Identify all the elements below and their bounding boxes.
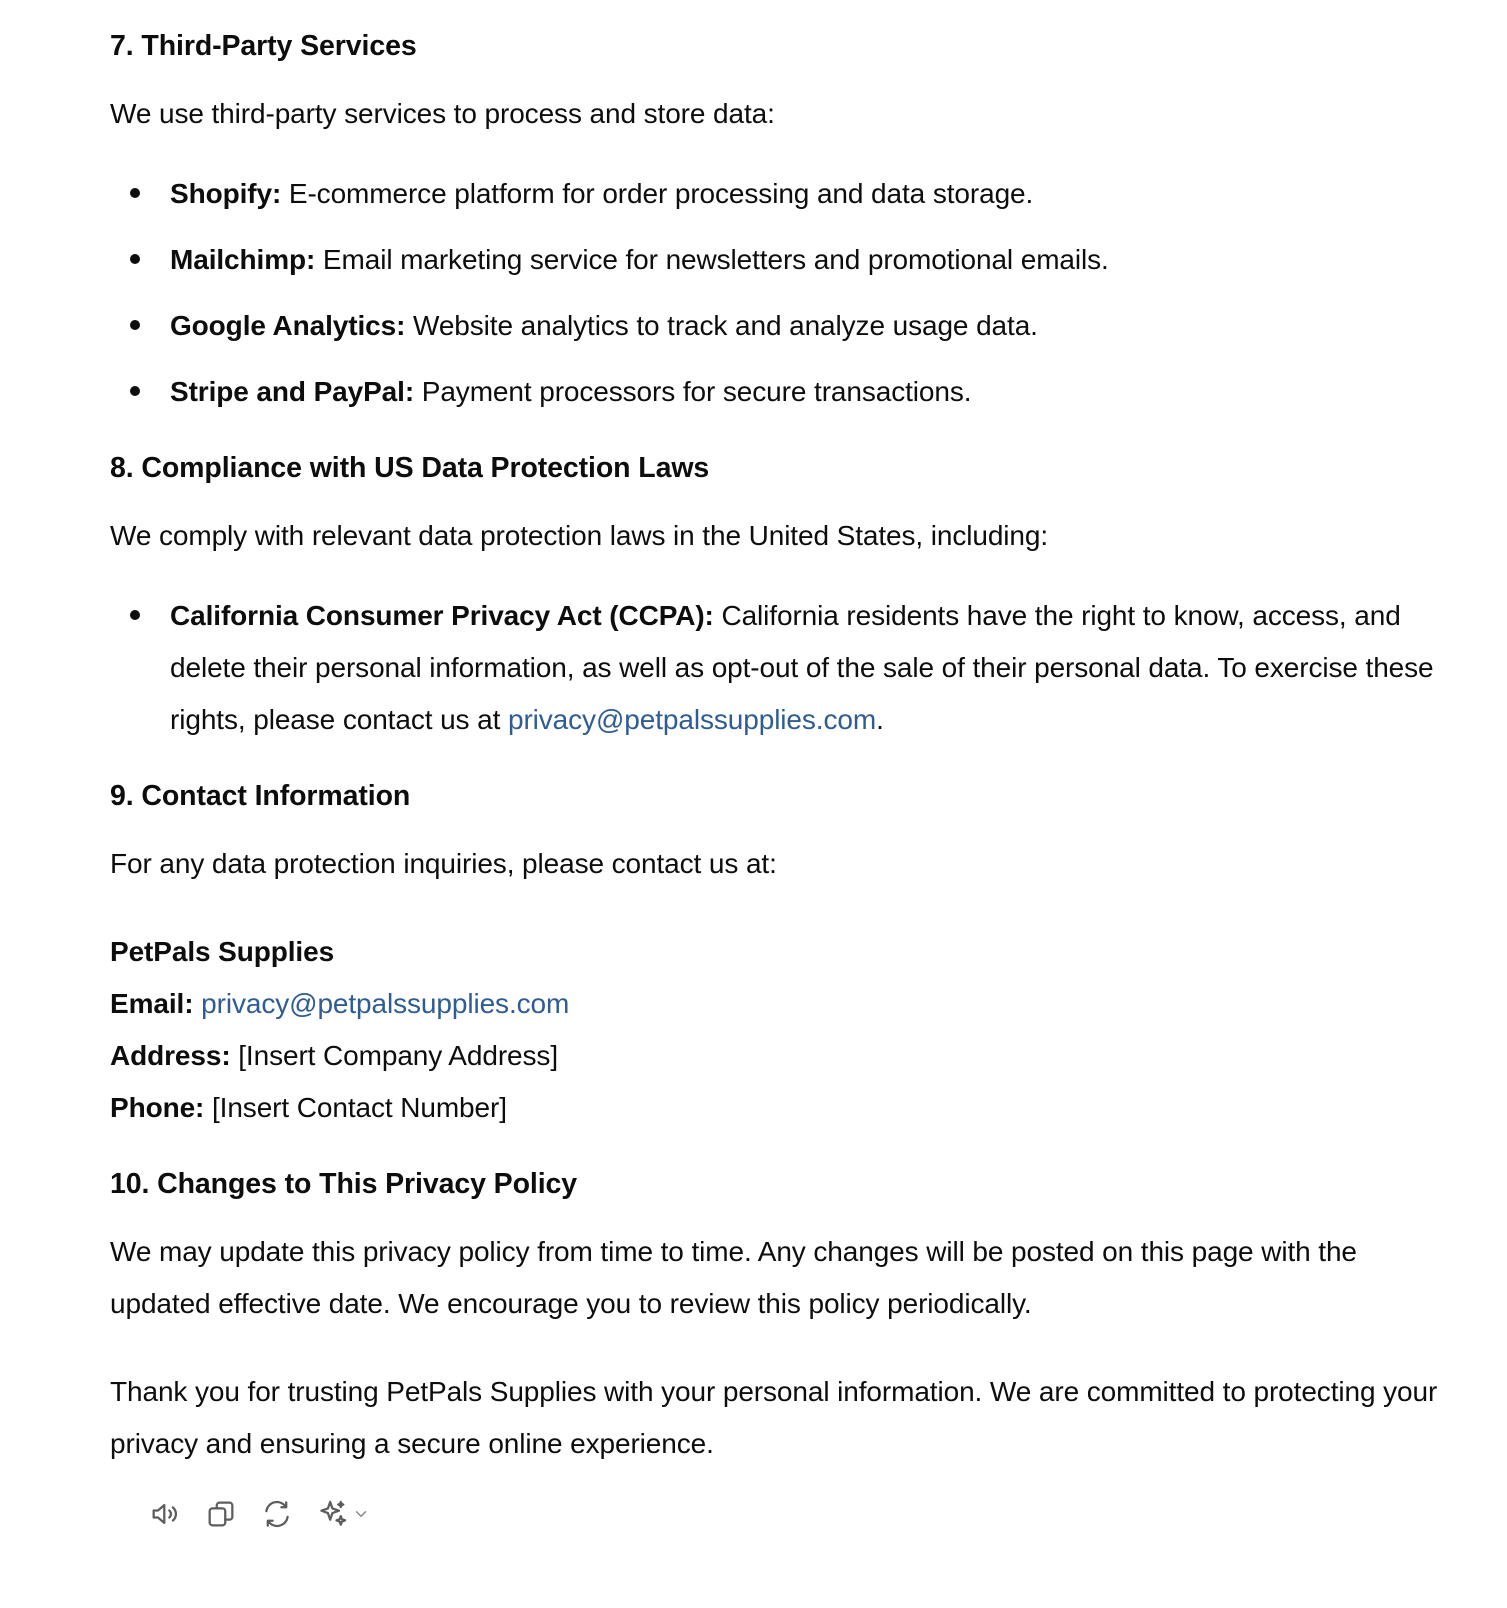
speaker-icon <box>148 1497 182 1531</box>
model-switch-button[interactable] <box>316 1497 374 1531</box>
list-item <box>170 366 1450 418</box>
refresh-icon <box>260 1497 294 1531</box>
copy-icon <box>204 1497 238 1531</box>
address-value: [Insert Company Address] <box>230 1040 559 1071</box>
list-item-tail: . <box>876 704 884 735</box>
list-item <box>170 234 1450 286</box>
phone-value: [Insert Contact Number] <box>204 1092 507 1123</box>
list-item <box>170 300 1450 352</box>
list-item-label: California Consumer Privacy Act (CCPA): <box>170 600 714 631</box>
contact-email-row <box>110 978 1450 1030</box>
email-label: Email: <box>110 988 194 1019</box>
phone-label: Phone: <box>110 1092 205 1123</box>
list-item-label: Mailchimp: <box>170 244 316 275</box>
company-name: PetPals Supplies <box>110 936 335 967</box>
list-item-text: California residents have the right to know, access, and delete their personal information, as well as opt-out of the sale of their personal data. To exercise these rights, please contact us at <box>170 600 1434 735</box>
list-item <box>170 590 1450 746</box>
section-7-heading: 7. Third-Party Services <box>110 30 417 62</box>
message-action-bar <box>148 1494 1450 1534</box>
list-item-text: Website analytics to track and analyze usage data. <box>405 310 1038 341</box>
copy-button[interactable] <box>204 1497 238 1531</box>
list-item-text: E-commerce platform for order processing and data storage. <box>281 178 1034 209</box>
regenerate-button[interactable] <box>260 1497 294 1531</box>
section-9-heading: 9. Contact Information <box>110 780 411 812</box>
section-10-body: We may update this privacy policy from time to time. Any changes will be posted on this page with the updated effective date. We encourage you to review this policy periodically. <box>110 1236 1357 1319</box>
section-9-intro: For any data protection inquiries, please contact us at: <box>110 848 777 879</box>
contact-block <box>110 926 1450 1134</box>
list-item-text: Email marketing service for newsletters and promotional emails. <box>315 244 1109 275</box>
sparkle-icon <box>316 1497 350 1531</box>
contact-email-link[interactable]: privacy@petpalssupplies.com <box>201 988 570 1019</box>
closing-paragraph: Thank you for trusting PetPals Supplies with your personal information. We are committed to protecting your privacy and ensuring a secure online experience. <box>110 1376 1438 1459</box>
list-item-label: Stripe and PayPal: <box>170 376 415 407</box>
list-item-label: Shopify: <box>170 178 282 209</box>
address-label: Address: <box>110 1040 231 1071</box>
section-10-heading: 10. Changes to This Privacy Policy <box>110 1168 578 1200</box>
third-party-list <box>110 168 1450 418</box>
list-item <box>170 168 1450 220</box>
section-8-heading: 8. Compliance with US Data Protection Laws <box>110 452 710 484</box>
section-7-intro: We use third-party services to process and store data: <box>110 98 775 129</box>
contact-phone-row <box>110 1082 1450 1134</box>
list-item-text: Payment processors for secure transactions. <box>414 376 972 407</box>
assistant-message <box>110 0 1450 1534</box>
compliance-list <box>110 590 1450 746</box>
privacy-email-link[interactable]: privacy@petpalssupplies.com <box>507 704 877 735</box>
chevron-down-icon <box>352 1505 370 1523</box>
section-8-intro: We comply with relevant data protection laws in the United States, including: <box>110 520 1049 551</box>
read-aloud-button[interactable] <box>148 1497 182 1531</box>
list-item-label: Google Analytics: <box>170 310 406 341</box>
contact-address-row <box>110 1030 1450 1082</box>
